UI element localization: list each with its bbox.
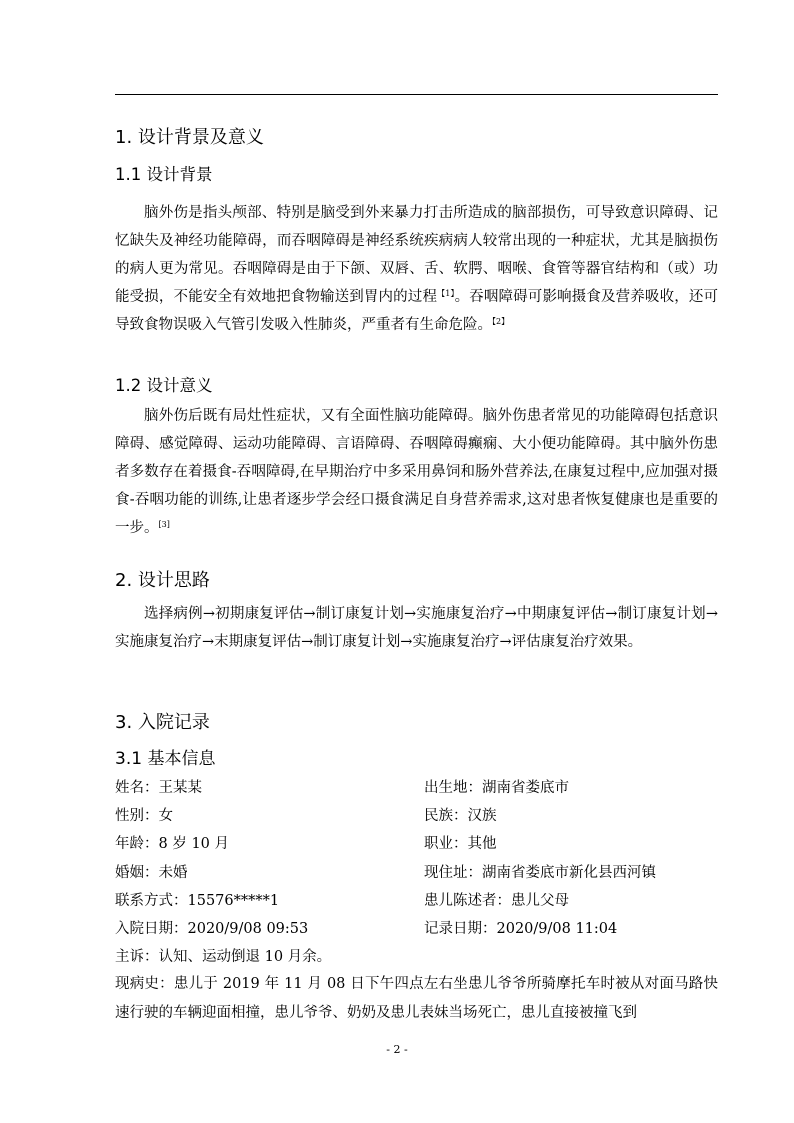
present-illness: 现病史：患儿于 2019 年 11 月 08 日下午四点左右坐患儿爷爷所骑摩托车时被从对面马路快速行驶的车辆迎面相撞，患儿爷爷、奶奶及患儿表妹当场死亡，患儿直接被撞飞到 [115, 976, 718, 1021]
info-row [115, 887, 735, 915]
info-left: 婚姻：未婚 [115, 864, 188, 881]
info-right: 民族：汉族 [424, 808, 497, 825]
paragraph-text: 。吞咽障碍可影响摄食及营养吸收，还可导致食物误吸入气管引发吸入性肺炎，严重者有生命危险。 [115, 289, 718, 333]
info-row [115, 802, 735, 830]
info-left: 性别：女 [115, 808, 173, 825]
section-3-1-heading: 3.1 基本信息 [115, 749, 216, 769]
citation-3: [3] [158, 520, 170, 529]
info-left: 姓名：王某某 [115, 780, 202, 796]
chief-complaint: 主诉：认知、运动倒退 10 月余。 [115, 949, 332, 966]
info-row [115, 774, 735, 802]
section-1-1-paragraph [115, 199, 718, 339]
info-row [115, 859, 735, 887]
info-row [115, 915, 735, 943]
info-right: 现住址：湖南省娄底市新化县西河镇 [424, 864, 656, 881]
section-1-2-heading: 1.2 设计意义 [115, 376, 213, 395]
citation-1: 【1】 [437, 289, 455, 298]
info-right: 职业：其他 [424, 836, 497, 853]
info-right: 患儿陈述者：患儿父母 [424, 892, 569, 909]
header-rule [115, 94, 718, 95]
section-3-heading: 3. 入院记录 [115, 712, 210, 733]
citation-2: 【2】 [492, 317, 510, 326]
info-left: 入院日期：2020/9/08 09:53 [115, 920, 309, 937]
section-1-1-heading: 1.1 设计背景 [115, 165, 213, 184]
info-row [115, 943, 735, 971]
basic-info-grid [115, 774, 735, 971]
paragraph-text: 脑外伤是指头颅部、特别是脑受到外来暴力打击所造成的脑部损伤，可导致意识障碍、记忆缺失及神经功能障碍，而吞咽障碍是神经系统疾病病人较常出现的一种症状，尤其是脑损伤的病人更为常见。吞咽障碍是由于下颌、双唇、舌、软腭、咽喉、食管等器官结构和（或）功能受损，不能安全有效地把食物输送到胃内的过程 [115, 205, 718, 305]
info-right: 出生地：湖南省娄底市 [424, 780, 569, 796]
info-row [115, 830, 735, 858]
section-2-paragraph: 选择病例→初期康复评估→制订康复计划→实施康复治疗→中期康复评估→制订康复计划→实施康复治疗→末期康复评估→制订康复计划→实施康复治疗→评估康复治疗效果。 [115, 606, 718, 650]
section-2-heading: 2. 设计思路 [115, 570, 210, 591]
section-1-2-paragraph [115, 402, 718, 542]
info-right: 记录日期：2020/9/08 11:04 [424, 920, 618, 937]
info-left: 年龄：8 岁 10 月 [115, 836, 230, 853]
paragraph-text: 脑外伤后既有局灶性症状，又有全面性脑功能障碍。脑外伤患者常见的功能障碍包括意识障碍、感觉障碍、运动功能障碍、言语障碍、吞咽障碍癫痫、大小便功能障碍。其中脑外伤患者多数存在着摄食-吞咽障碍,在早期治疗中多采用鼻饲和肠外营养法,在康复过程中,应加强对摄食-吞咽功能的训练,让患者逐步学会经口摄食满足自身营养需求,这对患者恢复健康也是重要的一步。 [115, 408, 718, 536]
info-left: 联系方式：15576*****1 [115, 892, 280, 909]
page-number: - 2 - [386, 1043, 408, 1056]
section-1-heading: 1. 设计背景及意义 [115, 127, 264, 148]
